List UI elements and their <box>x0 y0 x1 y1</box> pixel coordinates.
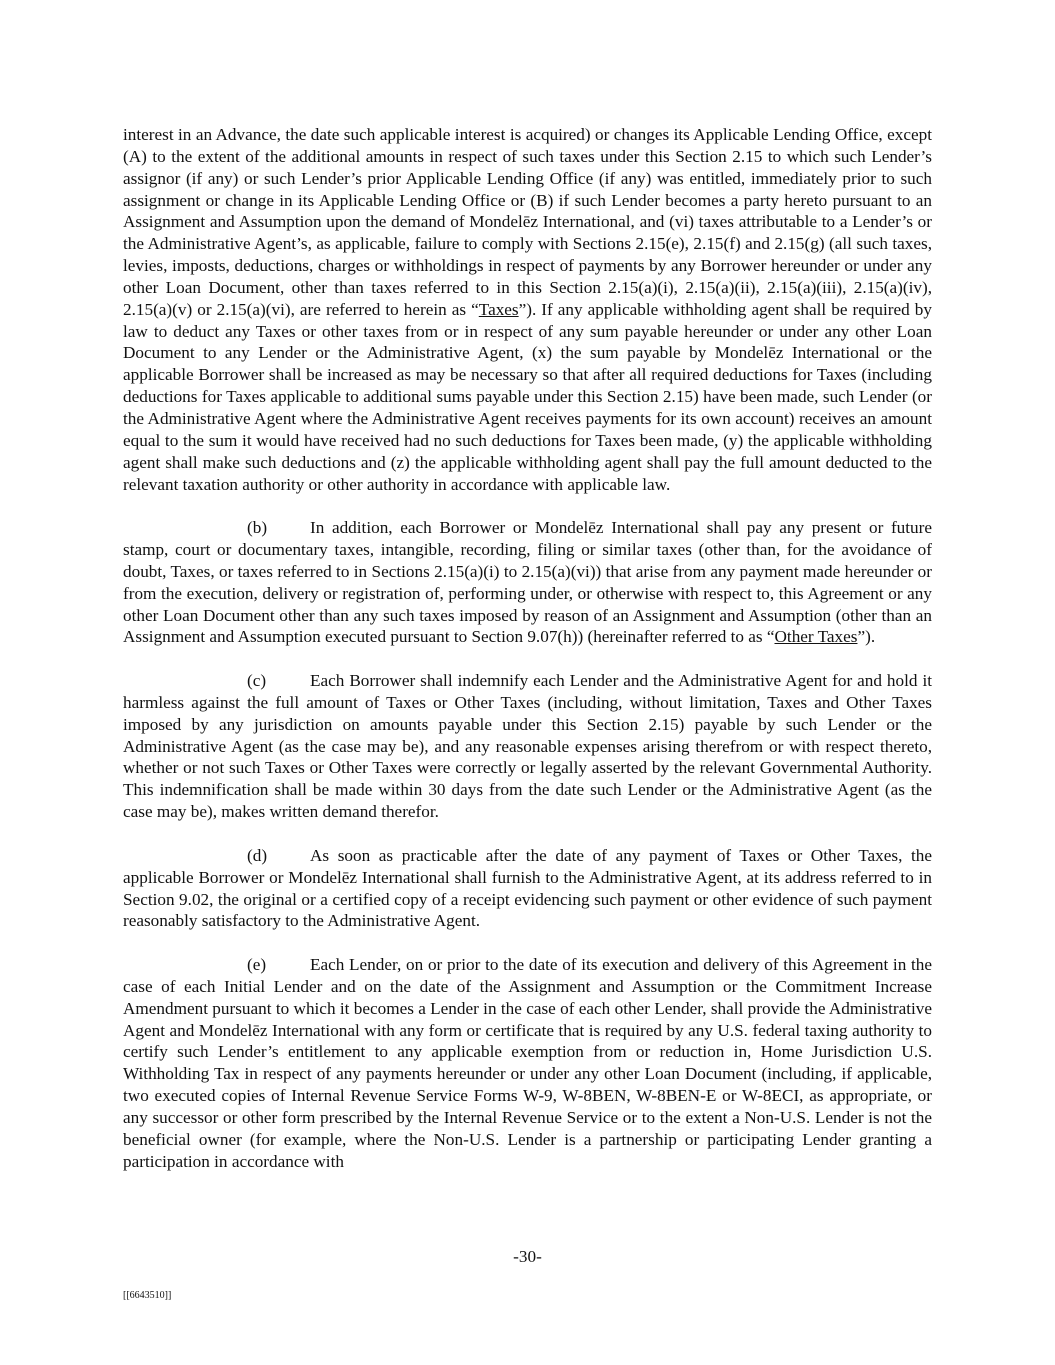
paragraph-text: ”). If any applicable withholding agent shall be required by law to deduct any Taxes or other taxes from or in respect of any sum payable hereunder or under any other Loan Document to any Lender or the Administrative Agent, (x) the sum payable by Mondelēz International or the applicable Borrower shall be increased as may be necessary so that after all required deductions for Taxes (including deductions for Taxes applicable to additional sums payable under this Section 2.15) have been made, such Lender (or the Administrative Agent where the Administrative Agent receives payments for its own account) receives an amount equal to the sum it would have received had no such deductions for Taxes been made, (y) the applicable withholding agent shall make such deductions and (z) the applicable withholding agent shall pay the full amount deducted to the relevant taxation authority or other authority in accordance with applicable law. <box>123 299 932 494</box>
paragraph-text: interest in an Advance, the date such applicable interest is acquired) or changes its Applicable Lending Office, except (A) to the extent of the additional amounts in respect of such taxes under this Section 2.15 to which such Lender’s assignor (if any) or such Lender’s prior Applicable Lending Office (if any) was entitled, immediately prior to such assignment or change in its Applicable Lending Office or (B) if such Lender becomes a party hereto pursuant to an Assignment and Assumption upon the demand of Mondelēz International, and (vi) taxes attributable to a Lender’s or the Administrative Agent’s, as applicable, failure to comply with Sections 2.15(e), 2.15(f) and 2.15(g) (all such taxes, levies, imposts, deductions, charges or withholdings in respect of payments by any Borrower hereunder or under any other Loan Document, other than taxes referred to in this Section 2.15(a)(i), 2.15(a)(ii), 2.15(a)(iii), 2.15(a)(iv), 2.15(a)(v) or 2.15(a)(vi), are referred to herein as “ <box>123 125 932 319</box>
paragraph-continuation <box>123 124 932 495</box>
paragraph-c <box>123 670 932 823</box>
paragraph-text: In addition, each Borrower or Mondelēz International shall pay any present or future stamp, court or documentary taxes, intangible, recording, filing or similar taxes (other than, for the avoidance of doubt, Taxes, or taxes referred to in Sections 2.15(a)(i) to 2.15(a)(vi)) that arise from any payment made hereunder or from the execution, delivery or registration of, performing under, or otherwise with respect to, this Agreement or any other Loan Document other than any such taxes imposed by reason of an Assignment and Assumption (other than an Assignment and Assumption executed pursuant to Section 9.07(h)) (hereinafter referred to as “ <box>123 518 932 647</box>
paragraph-label: (b) <box>247 518 268 538</box>
paragraph-d <box>123 845 932 932</box>
defined-term-other-taxes: Other Taxes <box>774 627 858 647</box>
paragraph-label: (d) <box>247 845 268 865</box>
page-number: -30- <box>513 1247 542 1266</box>
paragraph-text: Each Lender, on or prior to the date of its execution and delivery of this Agreement in the case of each Initial Lender and on the date of the Assignment and Assumption or the Commitment Increase Amendment pursuant to which it becomes a Lender in the case of each other Lender, shall provide the Administrative Agent and Mondelēz International with any form or certificate that is required by any U.S. federal taxing authority to certify such Lender’s entitlement to any applicable exemption from or reduction in, Home Jurisdiction U.S. Withholding Tax in respect of any payments hereunder or under any other Loan Document (including, if applicable, two executed copies of Internal Revenue Service Forms W-9, W-8BEN, W-8BEN-E or W-8ECI, as appropriate, or any successor or other form prescribed by the Internal Revenue Service or to the extent a Non-U.S. Lender is not the beneficial owner (for example, where the Non-U.S. Lender is a partnership or participating Lender granting a participation in accordance with <box>123 955 932 1171</box>
paragraph-b <box>123 517 932 648</box>
paragraph-label: (e) <box>247 955 267 975</box>
paragraph-text: ”). <box>857 627 876 647</box>
document-id: [[6643510]] <box>123 1290 172 1301</box>
paragraph-text: Each Borrower shall indemnify each Lender and the Administrative Agent for and hold it harmless against the full amount of Taxes or Other Taxes (including, without limitation, Taxes and Other Taxes imposed by any jurisdiction on amounts payable under this Section 2.15) payable by such Lender or the Administrative Agent (as the case may be), and any reasonable expenses arising therefrom or with respect thereto, whether or not such Taxes or Other Taxes were correctly or legally asserted by the relevant Governmental Authority. This indemnification shall be made within 30 days from the date such Lender or the Administrative Agent (as the case may be), makes written demand therefor. <box>123 671 932 822</box>
paragraph-e <box>123 954 932 1172</box>
document-page <box>123 124 932 1194</box>
paragraph-text: As soon as practicable after the date of any payment of Taxes or Other Taxes, the applicable Borrower or Mondelēz International shall furnish to the Administrative Agent, at its address referred to in Section 9.02, the original or a certified copy of a receipt evidencing such payment or other evidence of such payment reasonably satisfactory to the Administrative Agent. <box>123 845 932 931</box>
defined-term-taxes: Taxes <box>478 299 519 319</box>
paragraph-label: (c) <box>247 671 267 691</box>
